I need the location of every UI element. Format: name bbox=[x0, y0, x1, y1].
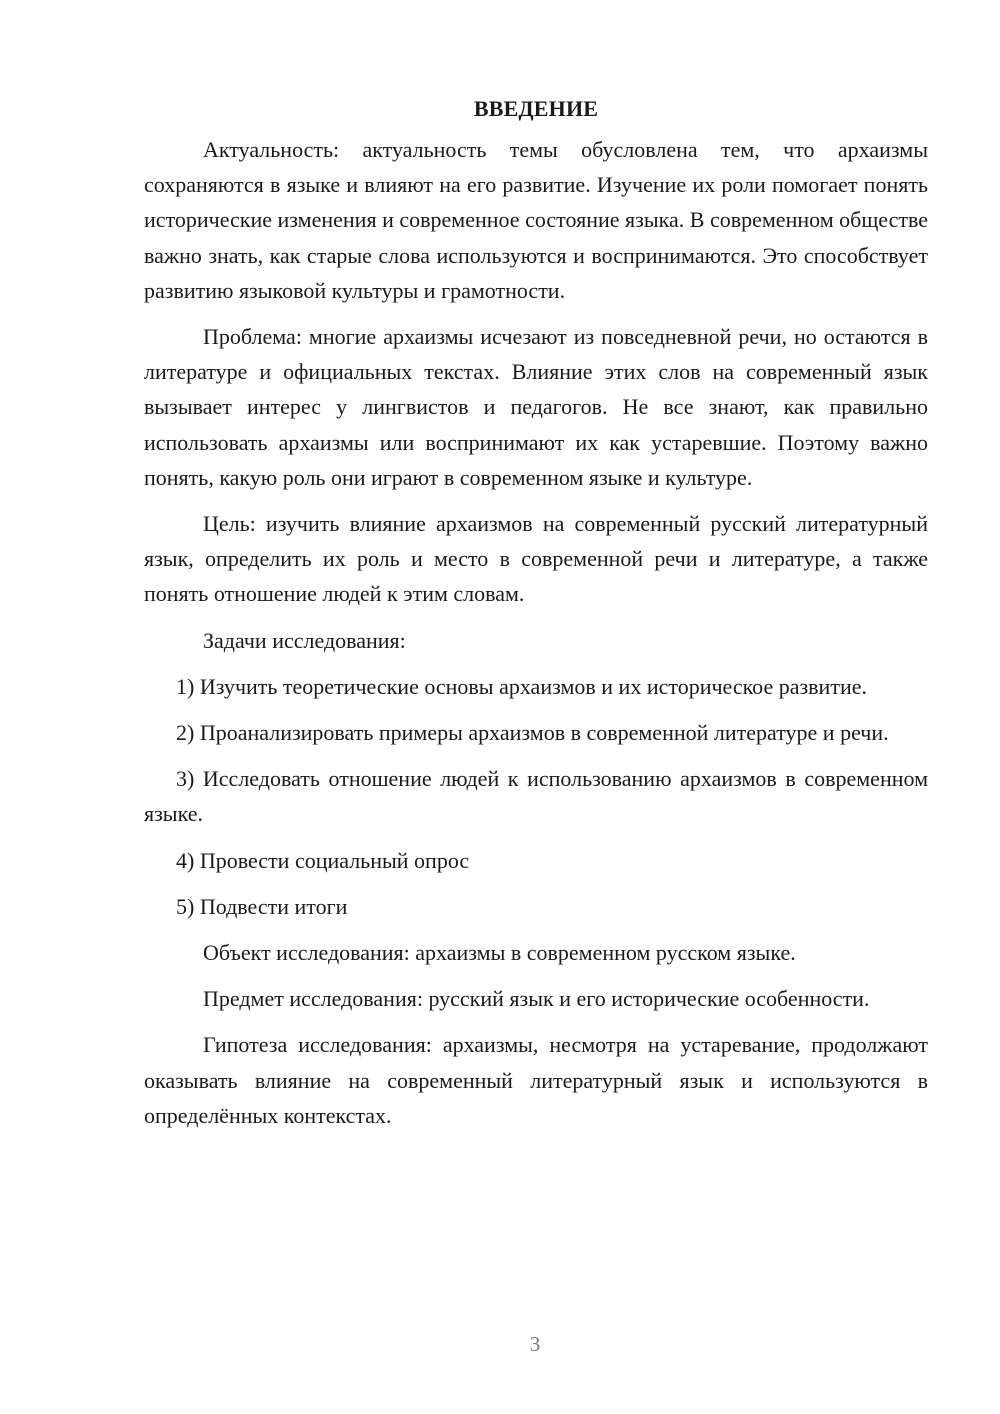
section-title: ВВЕДЕНИЕ bbox=[473, 96, 599, 121]
task-item-2: 2) Проанализировать примеры архаизмов в современной литературе и речи. bbox=[176, 720, 889, 746]
goal-paragraph: Цель: изучить влияние архаизмов на современный русский литературный язык, определить их роль и место в современной речи и литературе, а также понять отношение людей к этим словам. bbox=[144, 511, 928, 607]
task-item-4: 4) Провести социальный опрос bbox=[176, 847, 470, 873]
task-item-3: 3) Исследовать отношение людей к использованию архаизмов в современном языке. bbox=[144, 766, 928, 827]
object-paragraph: Объект исследования: архаизмы в современном русском языке. bbox=[203, 940, 796, 966]
task-item-5: 5) Подвести итоги bbox=[176, 893, 348, 919]
relevance-paragraph: Актуальность: актуальность темы обусловлена тем, что архаизмы сохраняются в языке и влияют на его развитие. Изучение их роли помогает понять исторические изменения и современное состояние языка. В современном обществе важно знать, как старые слова используются и воспринимаются. Это способствует развитию языковой культуры и грамотности. bbox=[144, 137, 928, 303]
page-number: 3 bbox=[529, 1332, 541, 1356]
hypothesis-paragraph: Гипотеза исследования: архаизмы, несмотря на устаревание, продолжают оказывать влияние на современный литературный язык и используются в определённых контекстах. bbox=[144, 1032, 928, 1128]
subject-paragraph: Предмет исследования: русский язык и его исторические особенности. bbox=[203, 986, 870, 1012]
task-item-1: 1) Изучить теоретические основы архаизмов и их историческое развитие. bbox=[176, 673, 867, 699]
tasks-heading: Задачи исследования: bbox=[203, 627, 406, 653]
problem-paragraph: Проблема: многие архаизмы исчезают из повседневной речи, но остаются в литературе и официальных текстах. Влияние этих слов на современный язык вызывает интерес у лингвистов и педагогов. Не все знают, как правильно использовать архаизмы или воспринимают их как устаревшие. Поэтому важно понять, какую роль они играют в современном языке и культуре. bbox=[144, 324, 928, 490]
document-page bbox=[144, 92, 928, 1144]
